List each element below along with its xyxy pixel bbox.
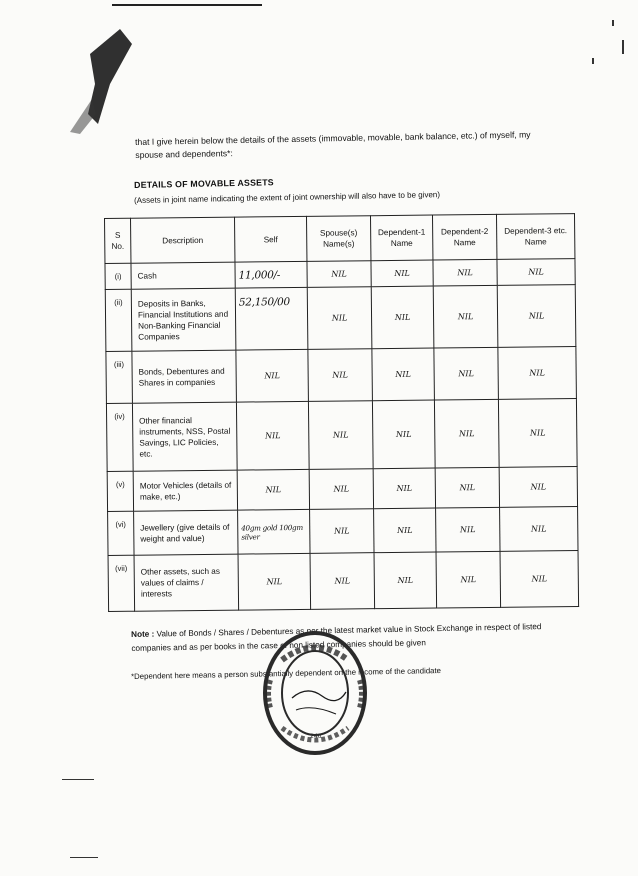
dependent-footnote: *Dependent here means a person substantially dependent on the income of the candidate: [131, 666, 442, 681]
row-description: Cash: [131, 262, 235, 289]
row-self-value: NIL: [237, 469, 309, 510]
row-dependent-3-value: NIL: [500, 507, 578, 552]
table-row: [106, 347, 577, 404]
row-dependent-1-value: NIL: [372, 348, 435, 401]
row-dependent-2-value: NIL: [433, 285, 498, 348]
row-dependent-3-value: NIL: [497, 259, 575, 286]
scan-smudge: [70, 14, 140, 134]
row-spouse-value: NIL: [310, 553, 375, 610]
row-dependent-2-value: NIL: [435, 467, 499, 508]
row-sno: (iv): [106, 403, 133, 471]
row-description: Motor Vehicles (details of make, etc.): [133, 470, 237, 511]
row-description: Bonds, Debentures and Shares in companies: [132, 350, 237, 403]
row-sno: (iii): [106, 351, 133, 403]
row-dependent-3-value: NIL: [500, 551, 579, 608]
row-spouse-value: NIL: [308, 401, 373, 470]
row-description: Other financial instruments, NSS, Postal Savings, LIC Policies, etc.: [132, 402, 237, 471]
section-subheading: (Assets in joint name indicating the extent of joint ownership will also have to be given): [134, 190, 441, 205]
note-text: Value of Bonds / Shares / Debentures as per the latest market value in Stock Exchange in respect of listed companies and as per books in the case of non listed companies should be given: [131, 622, 542, 653]
header-description: Description: [131, 217, 235, 263]
header-dependent-3: Dependent-3 etc. Name: [496, 214, 574, 260]
scan-mark: [622, 40, 624, 54]
table-row: [108, 507, 578, 556]
movable-assets-table: [104, 213, 578, 612]
header-dependent-2: Dependent-2 Name: [432, 214, 496, 260]
row-dependent-3-value: NIL: [497, 285, 576, 348]
seal-number: 246: [310, 733, 322, 740]
table-row: [106, 399, 577, 472]
row-dependent-1-value: NIL: [373, 468, 435, 509]
header-spouse: Spouse(s) Name(s): [306, 216, 370, 262]
scan-mark: [612, 20, 614, 26]
row-dependent-3-value: NIL: [499, 467, 577, 508]
header-dependent-1: Dependent-1 Name: [370, 215, 432, 261]
header-sno: S No.: [105, 218, 131, 263]
row-self-value: 11,000/-: [235, 261, 307, 288]
row-dependent-2-value: NIL: [434, 399, 499, 468]
table-row: [105, 285, 576, 352]
scan-mark: [592, 58, 594, 64]
row-dependent-1-value: NIL: [371, 286, 434, 349]
note-paragraph: [131, 620, 571, 656]
row-spouse-value: NIL: [309, 469, 373, 510]
intro-paragraph: that I give herein below the details of the assets (immovable, movable, bank balance, etc.) of myself, my spouse and dependents*:: [135, 129, 531, 160]
row-sno: (vii): [108, 555, 135, 611]
row-self-value: 40gm gold 100gm silver: [238, 509, 310, 554]
row-dependent-1-value: NIL: [374, 552, 437, 609]
row-sno: (vi): [108, 511, 134, 555]
row-dependent-1-value: NIL: [372, 400, 435, 469]
table-row: [107, 467, 577, 512]
row-description: Deposits in Banks, Financial Institutions and Non-Banking Financial Companies: [131, 288, 236, 351]
note-label: Note :: [131, 629, 155, 639]
row-dependent-2-value: NIL: [433, 259, 497, 286]
row-dependent-2-value: NIL: [434, 347, 499, 400]
row-dependent-2-value: NIL: [436, 551, 501, 608]
row-description: Other assets, such as values of claims / interests: [134, 554, 239, 611]
row-dependent-2-value: NIL: [436, 507, 500, 552]
row-dependent-3-value: NIL: [498, 399, 577, 468]
row-dependent-1-value: NIL: [374, 508, 436, 553]
table-header-row: [105, 214, 575, 264]
row-spouse-value: NIL: [307, 287, 372, 350]
row-self-value: 52,150/00: [235, 287, 308, 350]
scan-edge-line: [112, 4, 262, 6]
row-description: Jewellery (give details of weight and value): [134, 510, 238, 555]
row-sno: (v): [107, 471, 133, 511]
row-dependent-3-value: NIL: [498, 347, 577, 400]
scan-edge-line: [62, 779, 94, 780]
table-row: [108, 551, 579, 612]
row-spouse-value: NIL: [310, 509, 374, 554]
row-dependent-1-value: NIL: [371, 260, 433, 287]
section-heading: DETAILS OF MOVABLE ASSETS: [134, 177, 274, 190]
row-self-value: NIL: [236, 401, 309, 470]
header-self: Self: [234, 216, 306, 262]
row-self-value: NIL: [236, 349, 309, 402]
scan-edge-line: [70, 857, 98, 858]
row-spouse-value: NIL: [307, 261, 371, 288]
row-sno: (i): [105, 263, 131, 289]
row-spouse-value: NIL: [308, 349, 373, 402]
row-sno: (ii): [105, 289, 132, 351]
row-self-value: NIL: [238, 553, 311, 610]
